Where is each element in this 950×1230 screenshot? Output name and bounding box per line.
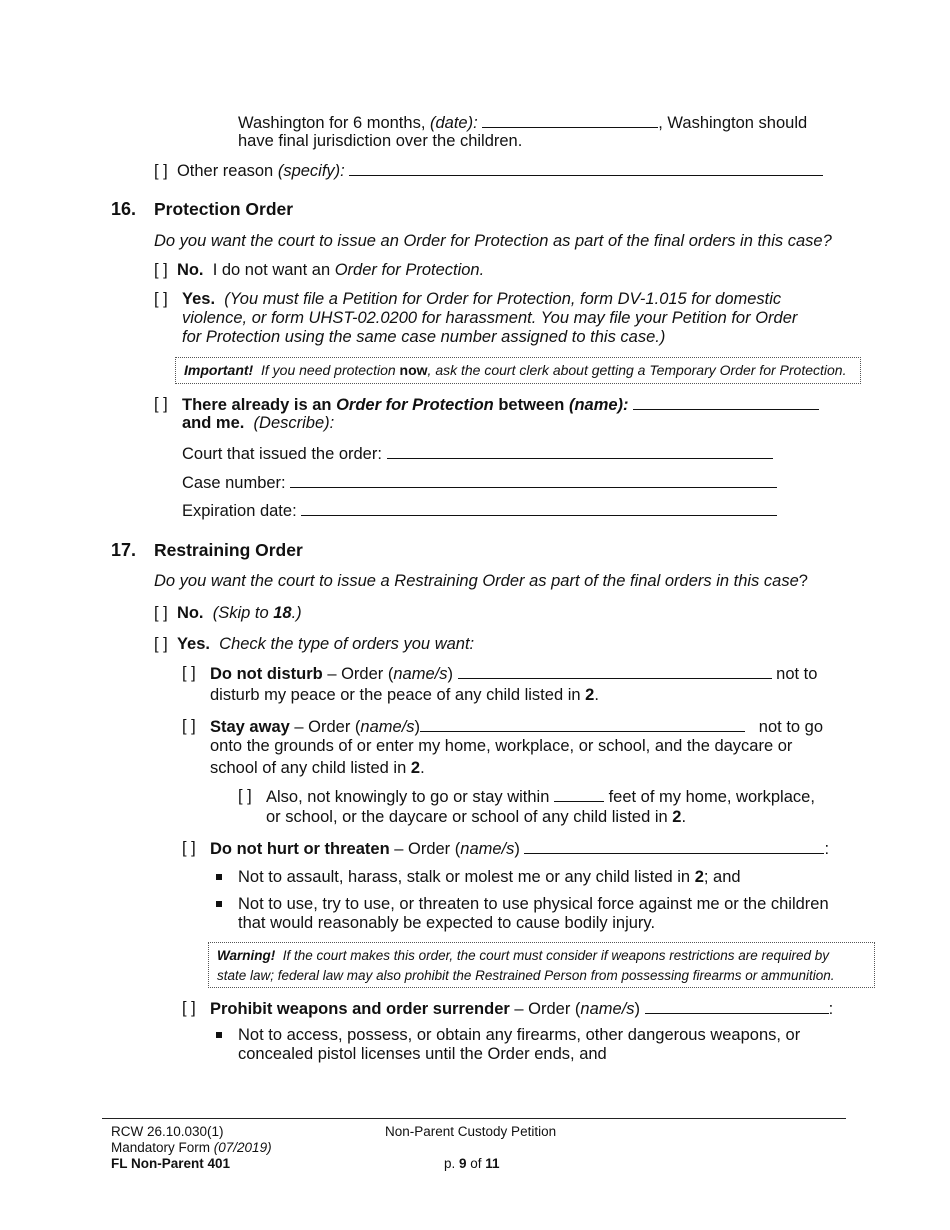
important-notice: Important! If you need protection now, ask the court clerk about getting a Temporary Order for Protection. [175,357,861,384]
weapons-names-field[interactable] [645,998,829,1014]
also-line1: Also, not knowingly to go or stay within feet of my home, workplace, [266,788,815,806]
court-field[interactable] [387,443,773,459]
disturb-line1: Do not disturb – Order (name/s) not to [210,665,818,683]
stayaway-checkbox[interactable]: [ ] [182,717,196,735]
s16-existing-checkbox[interactable]: [ ] [154,395,168,413]
other-reason-row: [ ] Other reason (specify): [154,160,823,181]
existing-order-name-field[interactable] [633,394,819,410]
s16-existing-line2: and me. (Describe): [182,414,335,432]
s16-yes-line1: Yes. (You must file a Petition for Order for Protection, form DV-1.015 for domestic [182,290,782,308]
disturb-names-field[interactable] [458,663,772,679]
s16-no-row: [ ] No. I do not want an Order for Protection. [154,261,485,279]
also-line2: or school, or the daycare or school of any child listed in 2. [266,808,687,826]
s16-existing-line1: There already is an Order for Protection between (name): [182,394,819,415]
disturb-checkbox[interactable]: [ ] [182,664,196,682]
s17-yes-row: [ ] Yes. Check the type of orders you want: [154,635,475,653]
section-16-title: Protection Order [154,199,294,219]
s16-yes-line3: for Protection using the same case number assigned to this case.) [182,328,666,346]
expiration-date-field[interactable] [301,500,777,516]
case-number-field[interactable] [290,472,777,488]
s17-no-checkbox[interactable]: [ ] [154,604,168,622]
hurt-names-field[interactable] [524,838,824,854]
residency-line: Washington for 6 months, (date): , Washington should [238,114,808,132]
footer-divider [102,1118,846,1119]
stayaway-line1: Stay away – Order (name/s) not to go [210,718,824,736]
s17-yes-checkbox[interactable]: [ ] [154,635,168,653]
footer-title: Non-Parent Custody Petition [385,1124,557,1139]
footer-form-id: FL Non-Parent 401 [111,1156,231,1171]
hurt-bullet1: Not to assault, harass, stalk or molest me or any child listed in 2; and [238,868,741,886]
other-reason-field[interactable] [349,160,823,176]
section-16-question: Do you want the court to issue an Order for Protection as part of the final orders in this case? [154,232,832,250]
stayaway-names-field[interactable] [420,716,745,732]
also-checkbox[interactable]: [ ] [238,787,252,805]
footer-rcw: RCW 26.10.030(1) [111,1124,224,1139]
s16-yes-line2: violence, or form UHST-02.0200 for harassment. You may file your Petition for Order [182,309,798,327]
bullet-icon [216,901,222,907]
stayaway-line2: onto the grounds of or enter my home, workplace, or school, and the daycare or [210,737,793,755]
other-reason-checkbox[interactable]: [ ] [154,162,168,180]
stayaway-line3: school of any child listed in 2. [210,759,425,777]
date-field[interactable] [482,112,658,128]
s16-no-checkbox[interactable]: [ ] [154,261,168,279]
section-16-number: 16. [111,199,137,219]
expiration-row: Expiration date: [182,500,777,521]
bullet-icon [216,1032,222,1038]
weapons-line1: Prohibit weapons and order surrender – Order (name/s) : [210,1000,834,1018]
distance-feet-field[interactable] [554,786,604,802]
disturb-line2: disturb my peace or the peace of any child listed in 2. [210,686,599,704]
jurisdiction-line: have final jurisdiction over the children. [238,132,523,150]
s17-no-row: [ ] No. (Skip to 18.) [154,604,302,622]
section-17-title: Restraining Order [154,540,303,560]
bullet-icon [216,874,222,880]
weapons-bullet1-line1: Not to access, possess, or obtain any firearms, other dangerous weapons, or [238,1026,801,1044]
hurt-bullet2-line2: that would reasonably be expected to cause bodily injury. [238,914,656,932]
hurt-checkbox[interactable]: [ ] [182,839,196,857]
hurt-line1: Do not hurt or threaten – Order (name/s) : [210,840,830,858]
weapons-bullet1-line2: concealed pistol licenses until the Order ends, and [238,1045,607,1063]
weapons-warning: Warning! If the court makes this order, the court must consider if weapons restrictions are required by state law; federal law may also prohibit the Restrained Person from possessing firearms or ammunition. [208,942,875,988]
case-number-row: Case number: [182,472,777,493]
court-row: Court that issued the order: [182,443,773,464]
footer-page-number: p. 9 of 11 [444,1156,500,1171]
hurt-bullet2-line1: Not to use, try to use, or threaten to use physical force against me or the children [238,895,829,913]
section-17-question: Do you want the court to issue a Restraining Order as part of the final orders in this case? [154,572,808,590]
footer-mandatory: Mandatory Form (07/2019) [111,1140,272,1155]
section-17-number: 17. [111,540,137,560]
s16-yes-checkbox[interactable]: [ ] [154,290,168,308]
weapons-checkbox[interactable]: [ ] [182,999,196,1017]
